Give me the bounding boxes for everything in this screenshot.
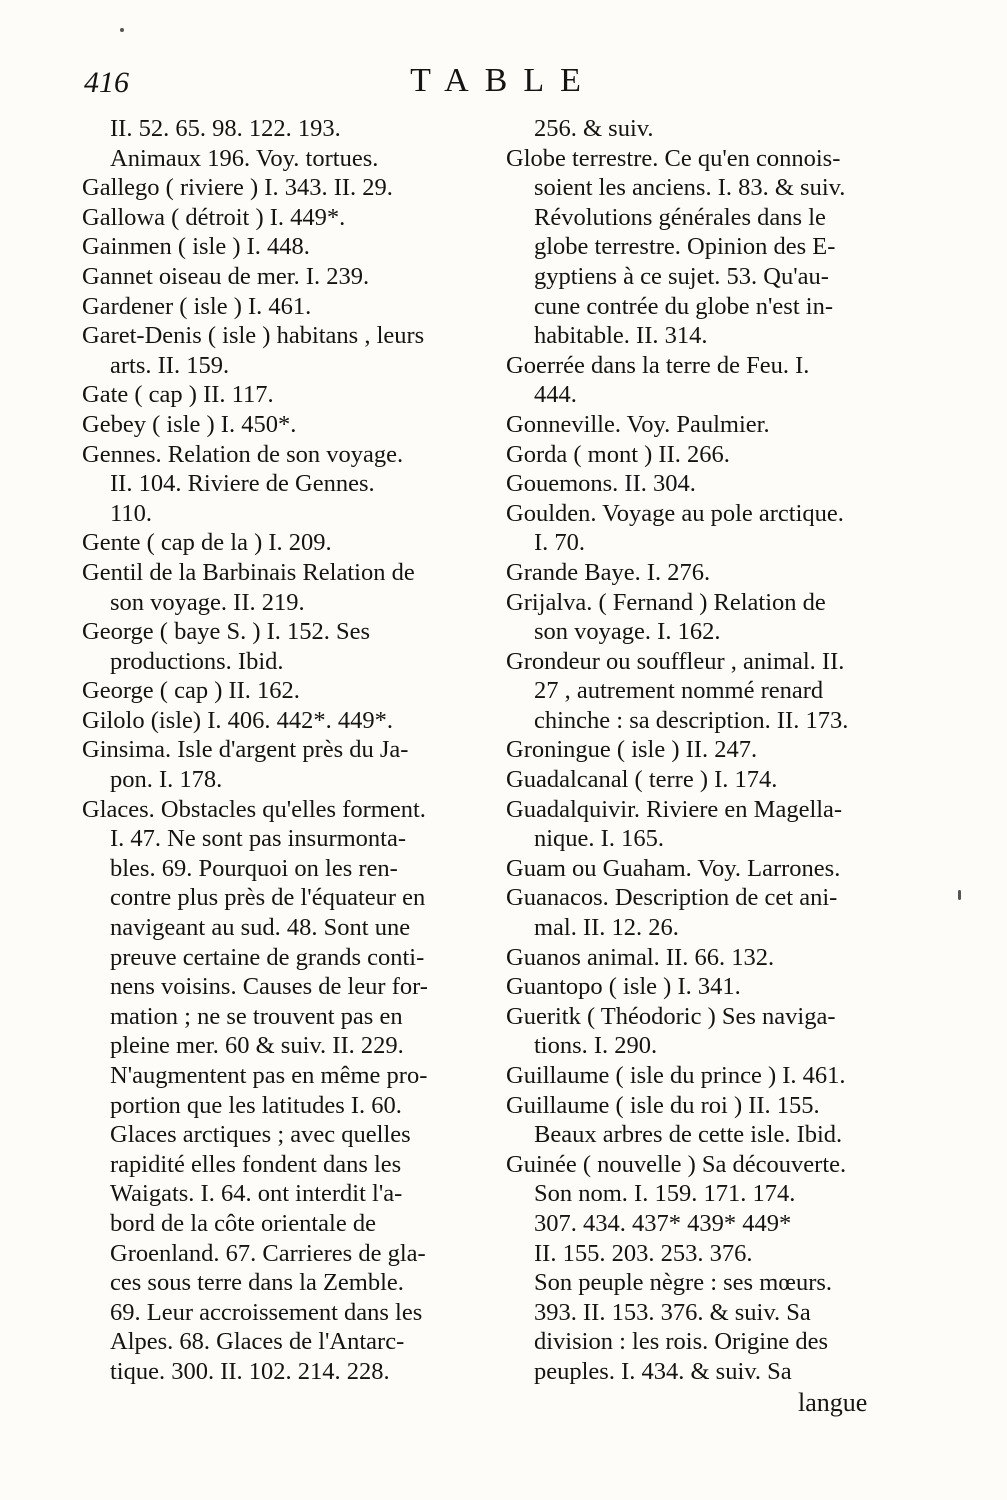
index-line: Gallowa ( détroit ) I. 449*. xyxy=(82,203,346,231)
index-line: Guadalquivir. Riviere en Magella- xyxy=(506,795,843,823)
page-number: 416 xyxy=(84,66,129,99)
index-line: bord de la côte orientale de xyxy=(110,1209,376,1237)
index-line: George ( cap ) II. 162. xyxy=(82,677,300,705)
index-line: preuve certaine de grands conti- xyxy=(110,943,425,971)
index-line: Glaces arctiques ; avec quelles xyxy=(110,1121,411,1149)
index-line: Guanos animal. II. 66. 132. xyxy=(506,943,775,971)
index-line: Waigats. I. 64. ont interdit l'a- xyxy=(110,1180,403,1208)
index-line: gyptiens à ce sujet. 53. Qu'au- xyxy=(534,262,829,290)
index-line: navigeant au sud. 48. Sont une xyxy=(110,914,411,942)
index-line: Gonneville. Voy. Paulmier. xyxy=(506,410,770,438)
index-line: Gilolo (isle) I. 406. 442*. 449*. xyxy=(82,706,393,734)
index-line: Guillaume ( isle du prince ) I. 461. xyxy=(506,1062,846,1089)
index-column-right xyxy=(506,114,906,1387)
index-line: II. 104. Riviere de Gennes. xyxy=(110,470,375,498)
index-line: Guantopo ( isle ) I. 341. xyxy=(506,973,741,1001)
index-line: habitable. II. 314. xyxy=(534,322,708,350)
index-line: Guinée ( nouvelle ) Sa découverte. xyxy=(506,1150,847,1178)
index-line: Alpes. 68. Glaces de l'Antarc- xyxy=(110,1328,405,1356)
index-line: Son peuple nègre : ses mœurs. xyxy=(534,1269,833,1297)
index-line: nens voisins. Causes de leur for- xyxy=(110,973,428,1001)
index-line: soient les anciens. I. 83. & suiv. xyxy=(534,174,846,202)
index-line: tique. 300. II. 102. 214. 228. xyxy=(110,1357,390,1385)
index-line: pon. I. 178. xyxy=(110,766,223,794)
ink-speck xyxy=(120,28,124,32)
index-line: division : les rois. Origine des xyxy=(534,1328,828,1356)
index-line: George ( baye S. ) I. 152. Ses xyxy=(82,618,371,646)
index-line: portion que les latitudes I. 60. xyxy=(110,1091,402,1119)
index-line: Globe terrestre. Ce qu'en connois- xyxy=(506,144,841,172)
index-column-left xyxy=(82,114,482,1387)
index-line: Gardener ( isle ) I. 461. xyxy=(82,292,312,320)
index-line: Gennes. Relation de son voyage. xyxy=(82,440,404,468)
index-line: cune contrée du globe n'est in- xyxy=(534,292,833,320)
index-line: Gentil de la Barbinais Relation de xyxy=(82,558,415,586)
index-line: globe terrestre. Opinion des E- xyxy=(534,233,836,261)
index-line: nique. I. 165. xyxy=(534,825,664,853)
index-line: N'augmentent pas en même pro- xyxy=(110,1062,428,1089)
index-line: contre plus près de l'équateur en xyxy=(110,884,426,912)
index-line: son voyage. I. 162. xyxy=(534,618,721,646)
index-line: bles. 69. Pourquoi on les ren- xyxy=(110,854,398,882)
index-line: I. 70. xyxy=(534,529,586,557)
index-line: 444. xyxy=(534,381,577,409)
ink-speck xyxy=(958,890,961,900)
index-line: chinche : sa description. II. 173. xyxy=(534,706,849,734)
index-line: Glaces. Obstacles qu'elles forment. xyxy=(82,795,426,823)
index-line: Ginsima. Isle d'argent près du Ja- xyxy=(82,736,409,764)
index-line: Gainmen ( isle ) I. 448. xyxy=(82,233,310,261)
index-line: Animaux 196. Voy. tortues. xyxy=(110,144,379,172)
index-line: 307. 434. 437* 439* 449* xyxy=(534,1209,792,1237)
index-line: Gebey ( isle ) I. 450*. xyxy=(82,410,297,438)
index-line: Beaux arbres de cette isle. Ibid. xyxy=(534,1121,843,1149)
index-line: 256. & suiv. xyxy=(534,115,654,142)
index-line: Guam ou Guaham. Voy. Larrones. xyxy=(506,854,841,882)
index-line: Gueritk ( Théodoric ) Ses naviga- xyxy=(506,1002,836,1030)
index-line: Groningue ( isle ) II. 247. xyxy=(506,736,758,764)
index-line: Goulden. Voyage au pole arctique. xyxy=(506,499,844,527)
index-line: 27 , autrement nommé renard xyxy=(534,677,824,705)
index-line: Guadalcanal ( terre ) I. 174. xyxy=(506,766,778,794)
index-line: II. 155. 203. 253. 376. xyxy=(534,1239,753,1267)
index-line: II. 52. 65. 98. 122. 193. xyxy=(110,115,341,142)
index-line: Garet-Denis ( isle ) habitans , leurs xyxy=(82,322,425,350)
index-line: Guanacos. Description de cet ani- xyxy=(506,884,838,912)
index-line: Gallego ( riviere ) I. 343. II. 29. xyxy=(82,174,393,202)
index-line: Gannet oiseau de mer. I. 239. xyxy=(82,262,370,290)
index-line: Gouemons. II. 304. xyxy=(506,470,696,498)
index-line: productions. Ibid. xyxy=(110,647,284,675)
index-line: mation ; ne se trouvent pas en xyxy=(110,1002,403,1030)
index-line: 110. xyxy=(110,499,152,527)
index-line: pleine mer. 60 & suiv. II. 229. xyxy=(110,1032,404,1060)
index-line: Grijalva. ( Fernand ) Relation de xyxy=(506,588,826,616)
index-line: ces sous terre dans la Zemble. xyxy=(110,1269,404,1297)
index-line: Grande Baye. I. 276. xyxy=(506,558,711,586)
index-line: Gente ( cap de la ) I. 209. xyxy=(82,529,332,557)
index-line: Son nom. I. 159. 171. 174. xyxy=(534,1180,796,1208)
index-line: 69. Leur accroissement dans les xyxy=(110,1298,423,1326)
index-line: mal. II. 12. 26. xyxy=(534,914,679,942)
catchword: langue xyxy=(798,1388,868,1417)
index-line: Goerrée dans la terre de Feu. I. xyxy=(506,351,810,379)
index-line: arts. II. 159. xyxy=(110,351,230,379)
index-line: Gate ( cap ) II. 117. xyxy=(82,381,274,409)
index-line: peuples. I. 434. & suiv. Sa xyxy=(534,1357,792,1385)
index-line: tions. I. 290. xyxy=(534,1032,658,1060)
index-line: Groenland. 67. Carrieres de gla- xyxy=(110,1239,426,1267)
index-line: rapidité elles fondent dans les xyxy=(110,1150,402,1178)
index-line: Guillaume ( isle du roi ) II. 155. xyxy=(506,1091,820,1119)
index-line: Grondeur ou souffleur , animal. II. xyxy=(506,647,845,675)
page-title: TABLE xyxy=(410,62,597,99)
index-line: 393. II. 153. 376. & suiv. Sa xyxy=(534,1298,811,1326)
index-line: Gorda ( mont ) II. 266. xyxy=(506,440,730,468)
index-line: I. 47. Ne sont pas insurmonta- xyxy=(110,825,406,853)
index-line: Révolutions générales dans le xyxy=(534,203,826,231)
index-line: son voyage. II. 219. xyxy=(110,588,305,616)
